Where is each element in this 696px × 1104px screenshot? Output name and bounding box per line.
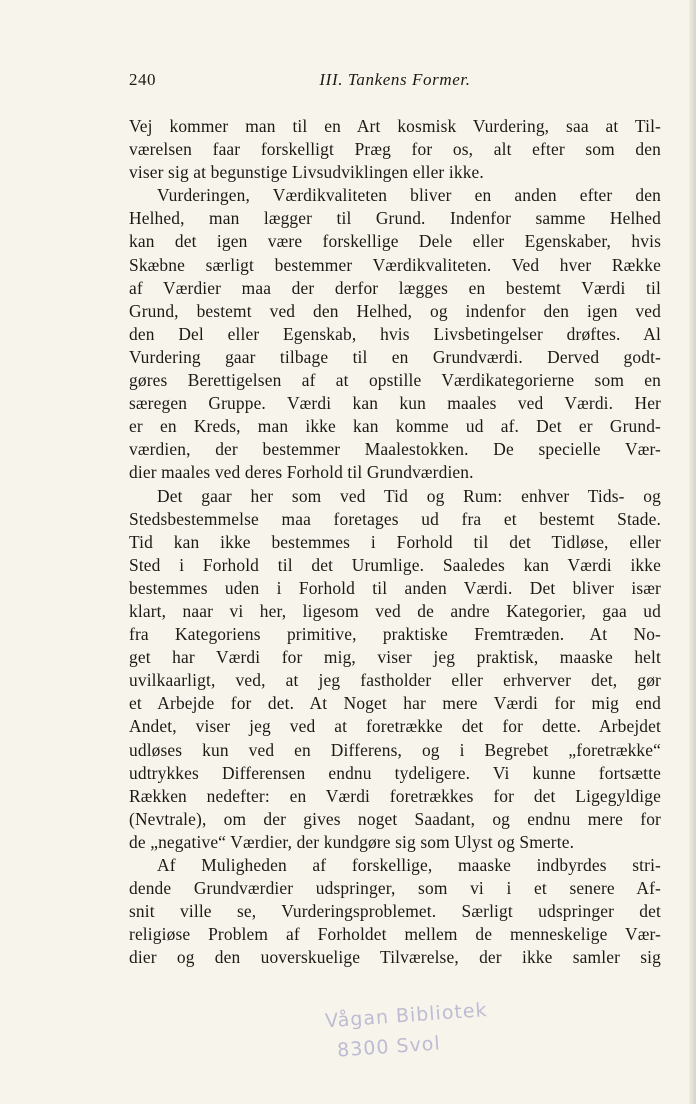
library-stamp-name: Vågan Bibliotek: [324, 999, 489, 1033]
text-line: bestemmes uden i Forhold til anden Værdi. Det bliver især: [129, 577, 661, 598]
text-line: snit ville se, Vurderingsproblemet. Særligt udspringer det: [129, 901, 661, 922]
text-line: viser sig at begunstige Livsudviklingen eller ikke.: [129, 162, 484, 183]
text-line: get har Værdi for mig, viser jeg praktisk, maaske helt: [129, 647, 661, 668]
text-line: værelsen faar forskelligt Præg for os, alt efter som den: [129, 139, 661, 160]
text-line: de „negative“ Værdier, der kundgøre sig som Ulyst og Smerte.: [129, 831, 575, 852]
text-line: dier maales ved deres Forhold til Grundværdien.: [129, 462, 474, 483]
text-line: Stedsbestemmelse maa foretages ud fra et bestemt Stade.: [129, 508, 661, 529]
text-line: (Nevtrale), om der gives noget Saadant, og endnu mere for: [129, 808, 661, 829]
page-edge-shadow: [689, 0, 696, 1104]
page-number: 240: [129, 70, 156, 89]
running-title: III. Tankens Former.: [319, 70, 471, 89]
text-line: værdien, der bestemmer Maalestokken. De specielle Vær-: [129, 439, 661, 460]
text-line: er en Kreds, man ikke kan komme ud af. Det er Grund-: [129, 416, 661, 437]
text-line: udløses kun ved en Differens, og i Begrebet „foretrække“: [129, 739, 661, 760]
text-line: dier og den uoverskuelige Tilværelse, der ikke samler sig: [129, 947, 661, 968]
text-line: Rækken nedefter: en Værdi foretrækkes for det Ligegyldige: [129, 785, 661, 806]
text-line: Tid kan ikke bestemmes i Forhold til det Tidløse, eller: [129, 531, 661, 552]
text-line: Vurdering gaar tilbage til en Grundværdi. Derved godt-: [129, 346, 661, 367]
text-line: klart, naar vi her, ligesom ved de andre Kategorier, gaa ud: [129, 600, 661, 621]
text-line: særegen Gruppe. Værdi kan kun maales ved Værdi. Her: [129, 393, 661, 414]
text-line: kan det igen være forskellige Dele eller Egenskaber, hvis: [129, 231, 661, 252]
page-header: [129, 70, 661, 98]
text-line: Grund, bestemt ved den Helhed, og indenfor den igen ved: [129, 300, 661, 321]
text-line: Skæbne særligt bestemmer Værdikvaliteten. Ved hver Række: [129, 254, 661, 275]
text-line: af Værdier maa der derfor lægges en bestemt Værdi til: [129, 277, 661, 298]
text-line: Sted i Forhold til det Urumlige. Saaledes kan Værdi ikke: [129, 554, 661, 575]
text-line: uvilkaarligt, ved, at jeg fastholder eller erhverver det, gør: [129, 670, 661, 691]
body-text: [129, 115, 661, 969]
paragraph-start-line: Af Muligheden af forskellige, maaske indbyrdes stri-: [157, 855, 661, 875]
text-line: gøres Berettigelsen af at opstille Værdikategorierne som en: [129, 370, 661, 391]
text-line: et Arbejde for det. At Noget har mere Værdi for mig end: [129, 693, 661, 714]
library-stamp: [319, 983, 514, 1076]
text-line: dende Grundværdier udspringer, som vi i et senere Af-: [129, 878, 661, 899]
paragraph-start-line: Det gaar her som ved Tid og Rum: enhver Tids- og: [157, 485, 661, 506]
text-line: den Del eller Egenskab, hvis Livsbetingelser drøftes. Al: [129, 323, 661, 344]
paragraph-start-line: Vurderingen, Værdikvaliteten bliver en anden efter den: [157, 185, 661, 206]
text-line: religiøse Problem af Forholdet mellem de menneskelige Vær-: [129, 924, 661, 945]
text-line: udtrykkes Differensen endnu tydeligere. Vi kunne fortsætte: [129, 762, 661, 783]
library-stamp-postcode: 8300 Svol: [336, 1032, 442, 1062]
text-line: fra Kategoriens primitive, praktiske Fremtræden. At No-: [129, 624, 661, 645]
text-line: Andet, viser jeg ved at foretrække det for dette. Arbejdet: [129, 716, 661, 737]
text-line: Helhed, man lægger til Grund. Indenfor samme Helhed: [129, 208, 661, 229]
text-line: Vej kommer man til en Art kosmisk Vurdering, saa at Til-: [129, 116, 661, 136]
